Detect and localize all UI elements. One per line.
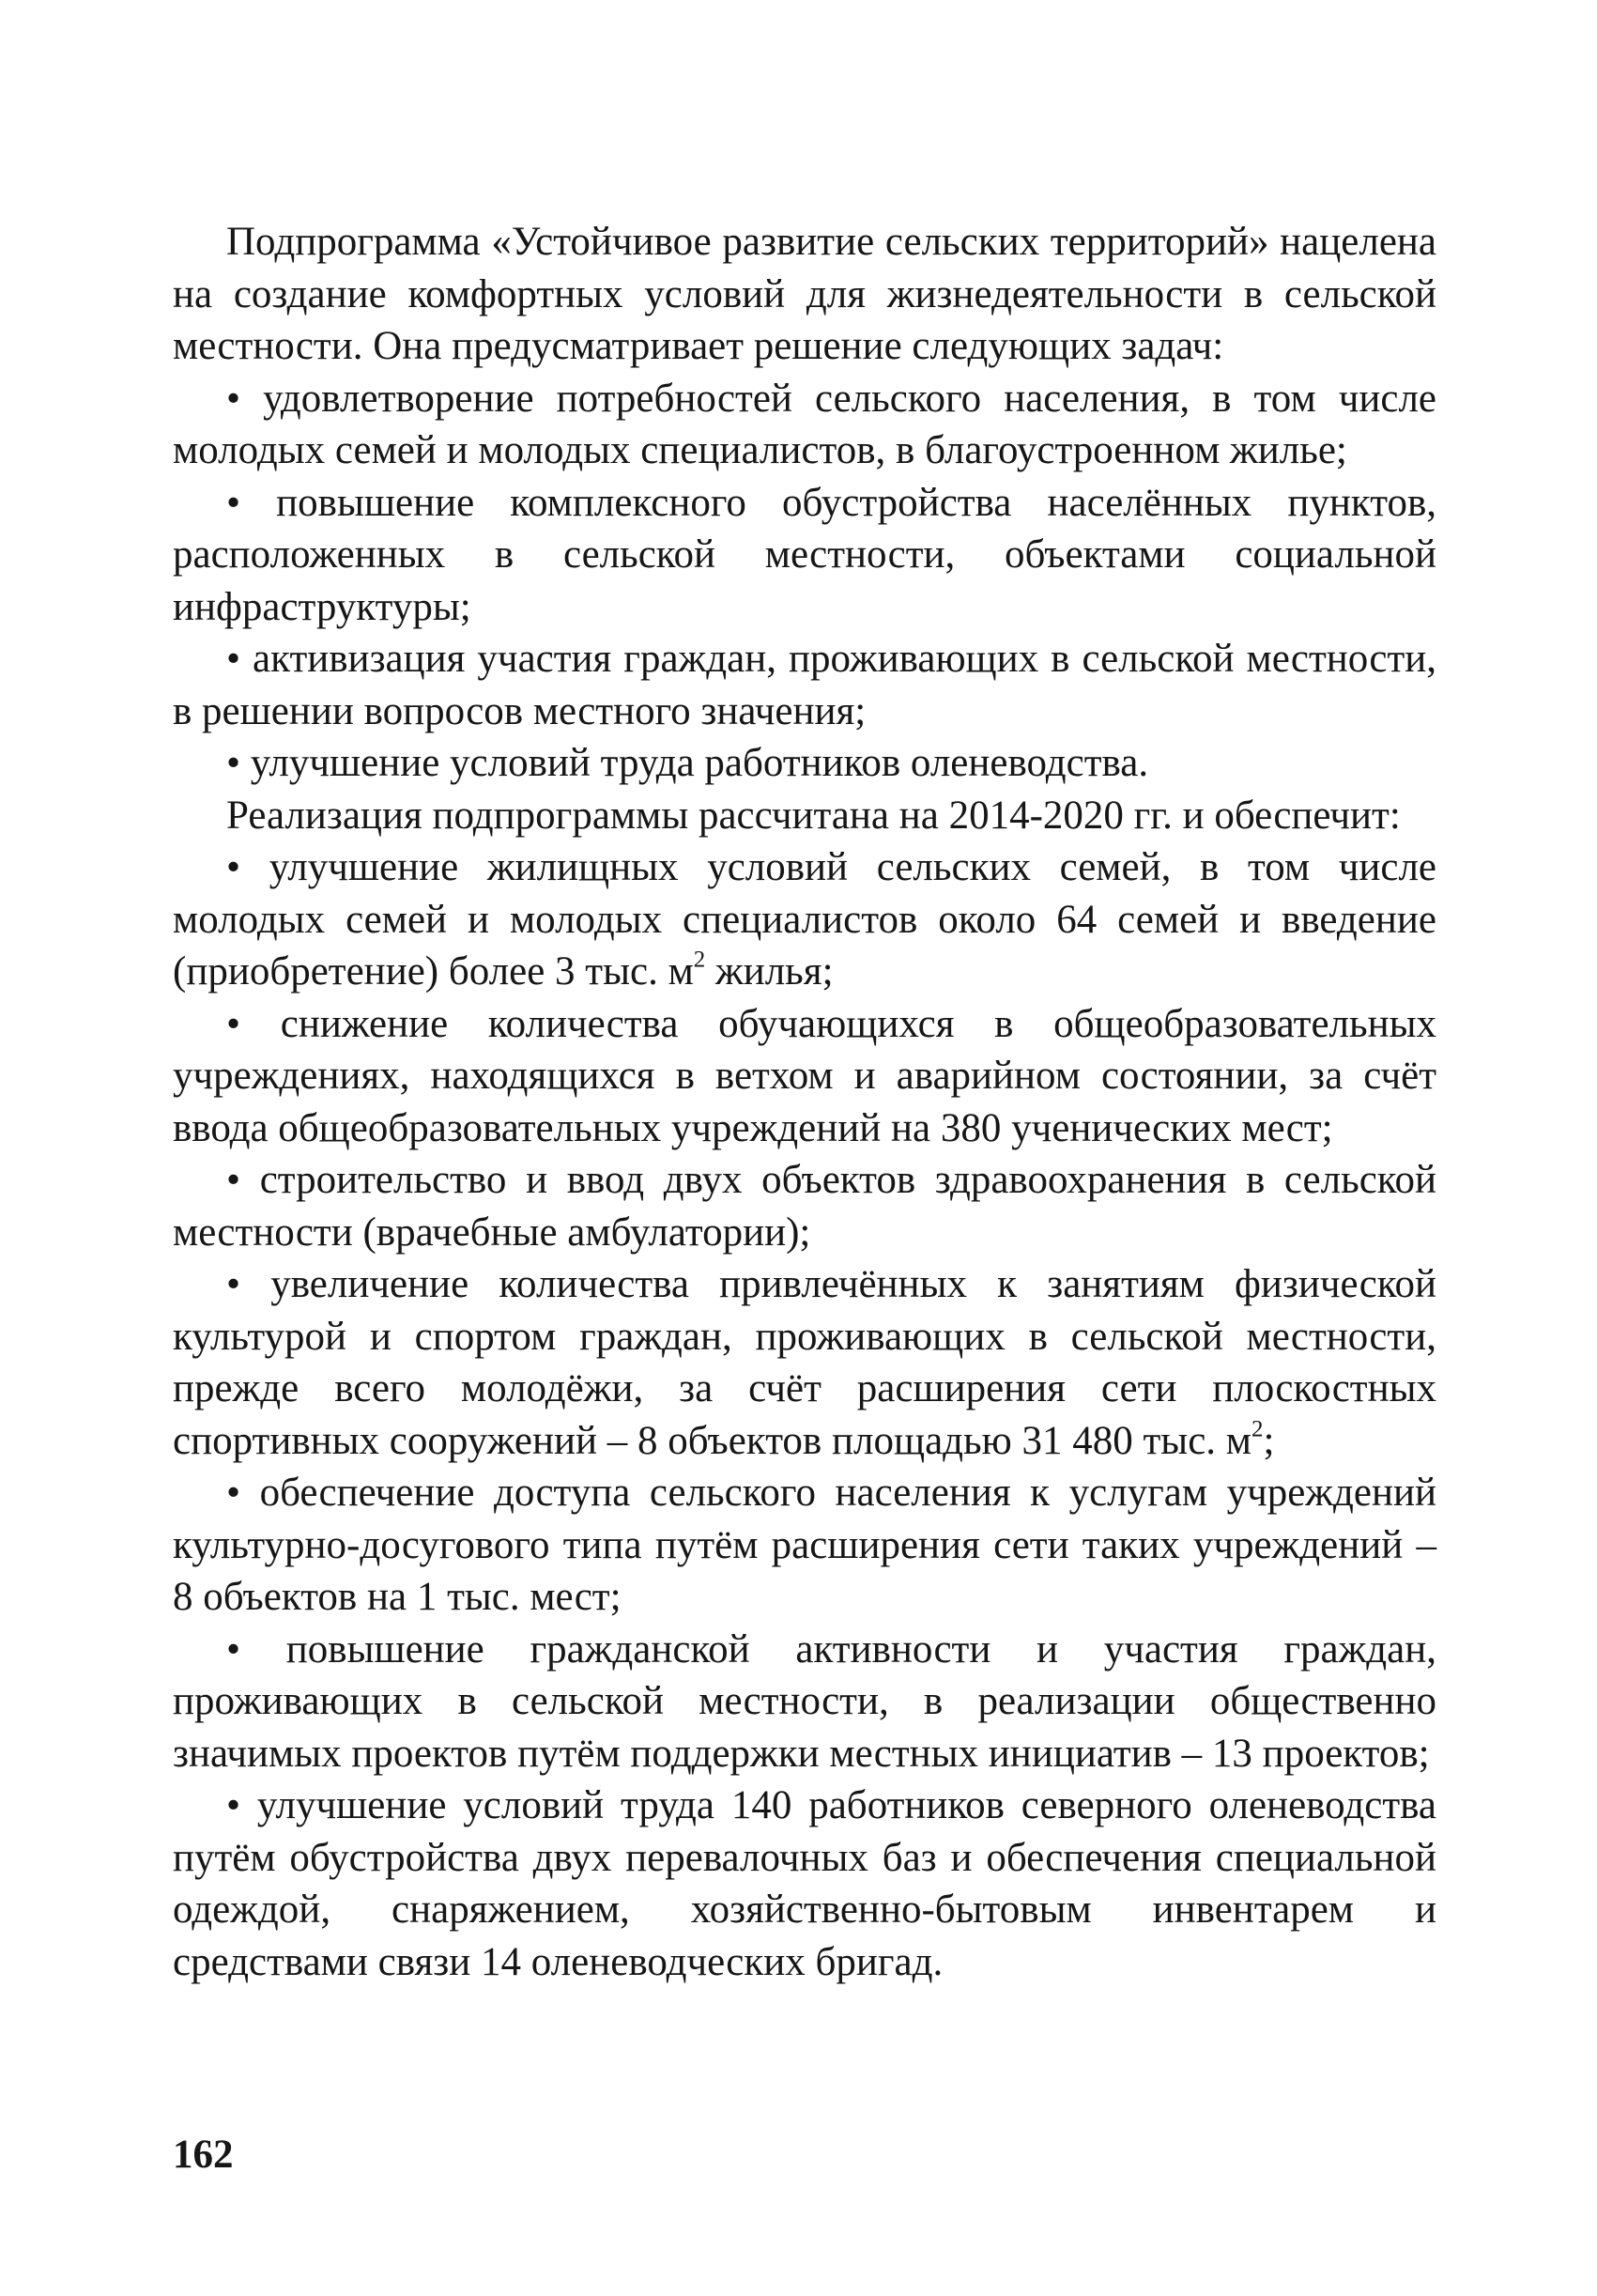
sports-text: • увеличение количества привлечённых к занятиям физической культурой и спортом граждан, проживающих в сельской местности, прежде всего молодёжи, за счёт расширения сети плоскостных спортивных сооружений – 8 объектов площадью 31 480 тыс. м [173, 1262, 1436, 1463]
sports-superscript: 2 [1251, 1415, 1264, 1441]
list-item-sports [173, 1258, 1436, 1467]
list-item-housing-needs: • удовлетворение потребностей сельского населения, в том числе молодых семей и молодых специалистов, в благоустроенном жилье; [173, 376, 1436, 472]
paragraph-implementation: Реализация подпрограммы рассчитана на 2014-2020 гг. и обеспечит: [226, 793, 1401, 838]
list-item-reindeer-results: • улучшение условий труда 140 работников северного оленеводства путём обустройства двух перевалочных баз и обеспечения специальной одеждой, снаряжением, хозяйственно-бытовым инвентарем и средствами связи 14 оленеводческих бригад. [173, 1783, 1436, 1984]
list-item-infrastructure: • повышение комплексного обустройства населённых пунктов, расположенных в сельской местности, объектами социальной инфраструктуры; [173, 480, 1436, 629]
page-number: 162 [173, 2133, 234, 2177]
housing-superscript: 2 [693, 947, 706, 973]
list-item-health: • строительство и ввод двух объектов здравоохранения в сельской местности (врачебные амбулатории); [173, 1158, 1436, 1255]
list-item-housing-results [173, 841, 1436, 998]
list-item-culture: • обеспечение доступа сельского населения к услугам учреждений культурно-досугового типа путём расширения сети таких учреждений – 8 объектов на 1 тыс. мест; [173, 1471, 1436, 1619]
housing-text: • улучшение жилищных условий сельских семей, в том числе молодых семей и молодых специалистов около 64 семей и введение (приобретение) более 3 тыс. м [173, 845, 1436, 994]
list-item-civic-activity: • повышение гражданской активности и участия граждан, проживающих в сельской местности, в реализации общественно значимых проектов путём поддержки местных инициатив – 13 проектов; [173, 1626, 1436, 1776]
list-item-reindeer-conditions: • улучшение условий труда работников оленеводства. [226, 741, 1149, 785]
housing-text-end: жилья; [705, 949, 834, 994]
body-text [173, 216, 1436, 1988]
paragraph-intro: Подпрограмма «Устойчивое развитие сельских территорий» нацелена на создание комфортных условий для жизнедеятельности в сельской местности. Она предусматривает решение следующих задач: [173, 220, 1436, 368]
list-item-civic-participation: • активизация участия граждан, проживающих в сельской местности, в решении вопросов местного значения; [173, 637, 1436, 733]
list-item-schools: • снижение количества обучающихся в общеобразовательных учреждениях, находящихся в ветхом и аварийном состоянии, за счёт ввода общеобразовательных учреждений на 380 ученических мест; [173, 1001, 1436, 1150]
sports-text-end: ; [1263, 1418, 1275, 1463]
